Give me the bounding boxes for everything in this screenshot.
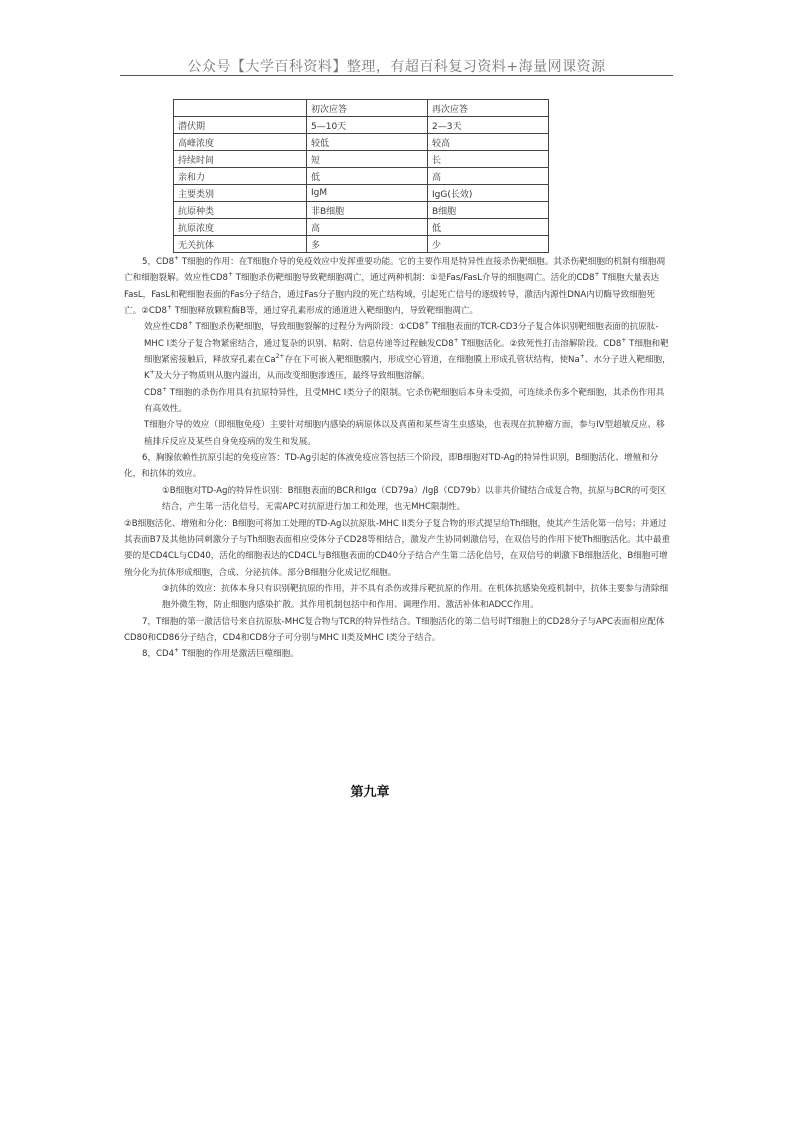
table-cell: IgG(长效) <box>428 185 549 202</box>
table-cell: 长 <box>428 151 549 168</box>
table-cell: B细胞 <box>428 202 549 219</box>
table-cell: 多 <box>307 236 428 253</box>
table-cell: IgM <box>307 185 428 202</box>
table-cell: 潜伏期 <box>174 117 307 134</box>
paragraph-7: 7，T细胞的第一激活信号来自抗原肽-MHC复合物与TCR的特异性结合。T细胞活化的第二信号时T细胞上的CD28分子与APC表面相应配体CD80和CD86分子结合，CD4和CD8分子可分别与MHC II类及MHC I类分子结合。 <box>124 616 665 643</box>
table-cell: 持续时间 <box>174 151 307 168</box>
table-row <box>174 168 549 185</box>
table-row <box>174 185 549 202</box>
table-cell: 亲和力 <box>174 168 307 185</box>
table-cell: 无关抗体 <box>174 236 307 253</box>
table-header-row <box>174 100 549 117</box>
table-cell: 非B细胞 <box>307 202 428 219</box>
page-header: 公众号【大学百科资料】整理，有超百科复习资料+海量网课资源 <box>187 59 606 75</box>
table-row <box>174 151 549 168</box>
table-cell: 较低 <box>307 134 428 151</box>
table-cell: 低 <box>307 168 428 185</box>
table-cell: 短 <box>307 151 428 168</box>
paragraph-t-cell-effect: T细胞介导的效应（即细胞免疫）主要针对细胞内感染的病原体以及真菌和某些寄生虫感染，也表现在抗肿瘤方面，参与IV型超敏反应、移植排斥反应及某些自身免疫病的发生和发展。 <box>144 420 665 447</box>
paragraph-5: 5，CD8+ T细胞的作用：在T细胞介导的免疫效应中发挥重要功能。它的主要作用是特异性直接杀伤靶细胞。其杀伤靶细胞的机制有细胞凋亡和细胞裂解。效应性CD8+ T细胞杀伤靶细胞导致靶细胞凋亡，通过两种机制：①是Fas/FasL介导的细胞凋亡。活化的CD8+ T细胞大量表达FasL，FasL和靶细胞表面的Fas分子结合，通过Fas分子胞内段的死亡结构域，引起死亡信号的逐级转导，激活内源性DNA内切酶导致细胞死亡。②CD8+ T细胞释放颗粒酶B等，通过穿孔素形成的通道进入靶细胞内，导致靶细胞凋亡。 <box>124 255 666 317</box>
table-cell: 高 <box>307 219 428 236</box>
table-row <box>174 219 549 236</box>
table-row <box>174 117 549 134</box>
table-row <box>174 202 549 219</box>
table-header-cell <box>174 100 307 117</box>
body-text <box>124 254 672 663</box>
table-row <box>174 236 549 253</box>
paragraph-6b: ②B细胞活化、增殖和分化：B细胞可将加工处理的TD-Ag以抗原肽-MHC II类分子复合物的形式提呈给Th细胞，使其产生活化第一信号；并通过其表面B7及其他协同刺激分子与Th细胞表面相应受体分子CD28等相结合，激发产生协同刺激信号，在双信号的作用下使Th细胞活化。其中最重要的是CD4CL与CD40，活化的细胞表达的CD4CL与B细胞表面的CD40分子结合产生第二活化信号，在双信号的刺激下B细胞活化，B细胞可增殖分化为抗体形成细胞，合成、分泌抗体。部分B细胞分化成记忆细胞。 <box>124 518 671 578</box>
table-cell: 较高 <box>428 134 549 151</box>
paragraph-cd8: CD8+ T细胞的杀伤作用具有抗原特异性，且受MHC I类分子的限制。它杀伤靶细胞后本身未受损，可连续杀伤多个靶细胞，其杀伤作用具有高效性。 <box>144 385 665 415</box>
table-header-cell: 再次应答 <box>428 100 549 117</box>
chapter-title: 第九章 <box>350 785 390 800</box>
header-rule <box>120 75 673 76</box>
table-cell: 主要类别 <box>174 185 307 202</box>
table-cell: 5—10天 <box>307 117 428 134</box>
paragraph-effector: 效应性CD8+ T细胞杀伤靶细胞，导致细胞裂解的过程分为两阶段：①CD8+ T细胞表面的TCR-CD3分子复合体识别靶细胞表面的抗原肽-MHC I类分子复合物紧密结合，通过复杂的识别、粘附、信息传递等过程触发CD8+ T细胞活化。②致死性打击溶解阶段。CD8+ T细胞和靶细胞紧密接触后，释放穿孔素在$Ca^{2+}$存在下可嵌入靶细胞膜内，形成空心管道，在细胞膜上形成孔管状结构，使Na+、水分子进入靶细胞，K+及大分子物质则从胞内溢出，从而改变细胞渗透压，最终导致细胞溶解。 <box>144 320 671 382</box>
paragraph-6: 6，胸腺依赖性抗原引起的免疫应答：TD-Ag引起的体液免疫应答包括三个阶段，即B细胞对TD-Ag的特异性识别，B细胞活化、增殖和分化，和抗体的效应。 <box>124 453 659 480</box>
table-cell: 抗原种类 <box>174 202 307 219</box>
table-cell: 2—3天 <box>428 117 549 134</box>
table-row <box>174 134 549 151</box>
table-header-cell: 初次应答 <box>307 100 428 117</box>
table-cell: 高 <box>428 168 549 185</box>
paragraph-6c: ③抗体的效应：抗体本身只有识别靶抗原的作用，并不具有杀伤或排斥靶抗原的作用。在机体抗感染免疫机制中，抗体主要参与清除细胞外微生物，防止细胞内感染扩散。其作用机制包括中和作用、调理作用、激活补体和ADCC作用。 <box>162 583 669 611</box>
table-cell: 抗原浓度 <box>174 219 307 236</box>
table-cell: 少 <box>428 236 549 253</box>
paragraph-8: 8，CD4+ T细胞的作用是激活巨噬细胞。 <box>142 647 299 660</box>
table-cell: 低 <box>428 219 549 236</box>
paragraph-6a: ①B细胞对TD-Ag的特异性识别：B细胞表面的BCR和Igα（CD79a）/Igβ（CD79b）以非共价键结合成复合物，抗原与BCR的可变区结合，产生第一活化信号，无需APC对抗原进行加工和处理，也无MHC限制性。 <box>162 485 667 513</box>
comparison-table <box>173 99 549 253</box>
table-cell: 高峰浓度 <box>174 134 307 151</box>
